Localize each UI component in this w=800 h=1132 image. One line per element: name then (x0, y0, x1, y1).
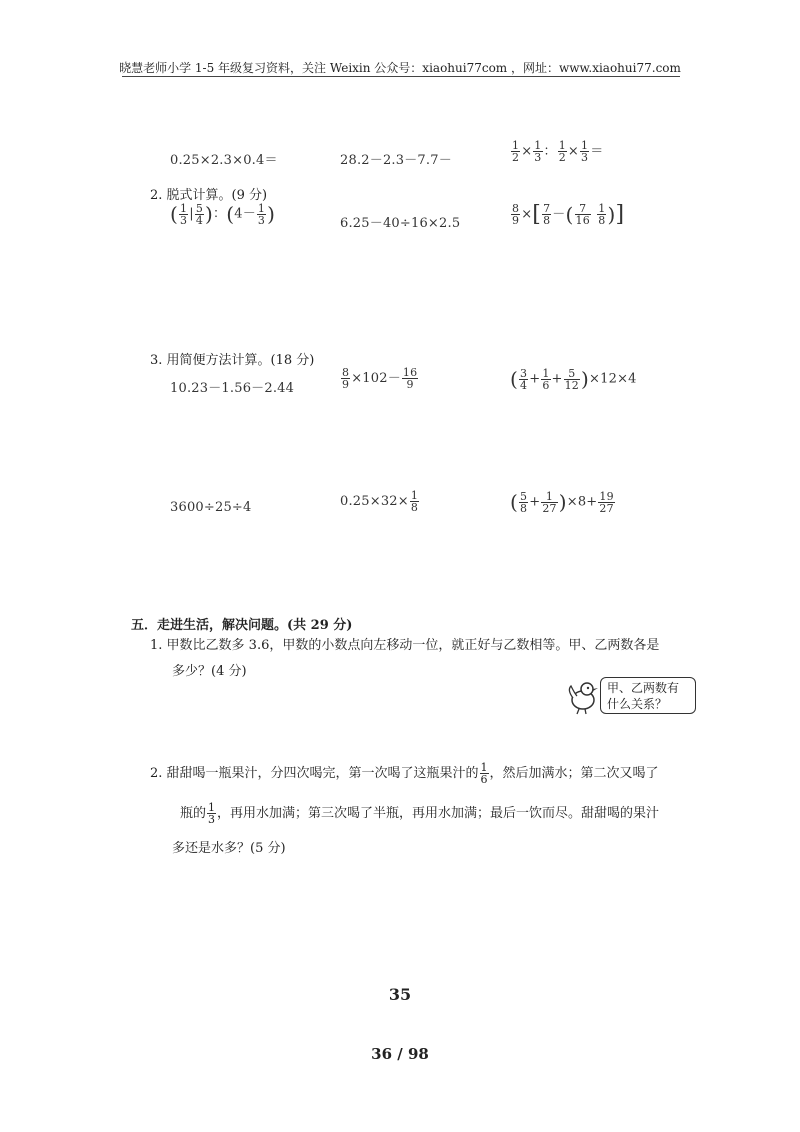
section5-heading: 五．走进生活，解决问题。(共 29 分) (131, 618, 353, 633)
expr-s2-1: ( $\frac{1}{3}$ | $\frac{5}{4}$ )：(4－ $\frac{1}{3}$ ) (170, 201, 276, 227)
question1-line1: 1. 甲数比乙数多 3.6，甲数的小数点向左移动一位，就正好与乙数相等。甲、乙两数各是 (150, 638, 660, 653)
expr-row1-3: $\frac{1}{2}$ × $\frac{1}{3}$ ： $\frac{1}{2}$ × $\frac{1}{3}$ ＝ (512, 139, 604, 164)
expr-row1-2: 28.2－2.3－7.7－ (340, 153, 452, 168)
expr-s3-6: ( $\frac{5}{8}$ + $\frac{1}{27}$ )×8+ $\frac{19}{27}$ (510, 489, 614, 515)
question1-line2: 多少？(4 分) (172, 664, 247, 679)
section3-heading: 3. 用简便方法计算。(18 分) (150, 353, 315, 368)
header-rule (122, 76, 680, 77)
question2-line3: 多还是水多？(5 分) (172, 841, 286, 856)
expr-s3-1: 10.23－1.56－2.44 (170, 381, 295, 396)
expr-s3-5: 0.25×32× $\frac{1}{8}$ (340, 489, 419, 514)
page-count: 36 / 98 (371, 1045, 429, 1063)
page-header: 晓慧老师小学 1-5 年级复习资料，关注 Weixin 公众号：xiaohui77com ，网址：www.xiaohui77.com (119, 61, 681, 75)
question2-line2: 瓶的 $\frac{1}{3}$ ，再用水加满；第三次喝了半瓶，再用水加满；最后一饮而尽。甜甜喝的果汁 (180, 801, 660, 826)
hint-line-2: 什么关系？ (607, 697, 668, 711)
expr-s3-3: ( $\frac{3}{4}$ + $\frac{1}{6}$ + $\frac{5}{12}$ )×12×4 (510, 366, 637, 392)
section2-heading: 2. 脱式计算。(9 分) (150, 188, 268, 203)
fraction: $\frac{1}{2}$ (558, 139, 566, 164)
question2-line1: 2. 甜甜喝一瓶果汁，分四次喝完，第一次喝了这瓶果汁的 $\frac{1}{6}$ ，然后加满水；第二次又喝了 (150, 761, 659, 786)
hint-line-1: 甲、乙两数有 (607, 681, 680, 695)
expr-s2-2: 6.25－40÷16×2.5 (340, 216, 461, 231)
bird-icon (563, 676, 603, 716)
page-number: 35 (388, 985, 412, 1004)
expr-row1-1: 0.25×2.3×0.4＝ (170, 153, 278, 168)
expr-s3-4: 3600÷25÷4 (170, 500, 252, 515)
fraction: $\frac{1}{2}$ (512, 139, 520, 164)
expr-s2-3: $\frac{8}{9}$ ×[ $\frac{7}{8}$ －( $\frac{7}{16}$ $\frac{1}{8}$ )] (512, 202, 625, 227)
fraction: $\frac{1}{3}$ (534, 139, 542, 164)
fraction: $\frac{1}{3}$ (581, 139, 589, 164)
expr-s3-2: $\frac{8}{9}$ ×102－ $\frac{16}{9}$ (342, 366, 418, 391)
hint-speech-bubble (600, 677, 696, 714)
